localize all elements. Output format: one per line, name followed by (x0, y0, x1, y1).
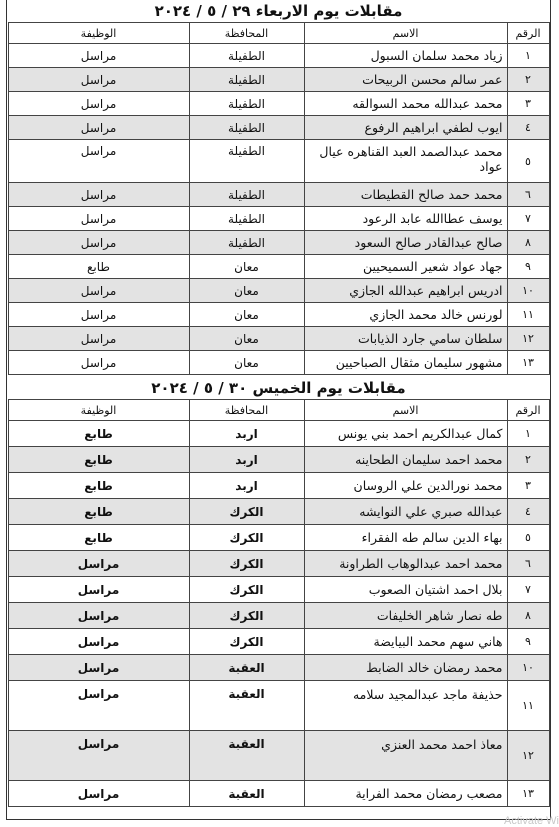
cell-gov: الطفيلة (189, 231, 304, 255)
section1-title: مقابلات يوم الاربعاء ٢٩ / ٥ / ٢٠٢٤ (154, 2, 403, 20)
cell-name: صالح عبدالقادر صالح السعود (304, 231, 507, 255)
cell-job: مراسل (8, 207, 189, 231)
cell-job: طابع (8, 421, 189, 447)
cell-name: ايوب لطفي ابراهيم الرفوع (304, 116, 507, 140)
section2-title: مقابلات يوم الخميس ٣٠ / ٥ / ٢٠٢٤ (151, 379, 406, 397)
cell-gov: معان (189, 327, 304, 351)
table-row (8, 92, 549, 116)
cell-name: بهاء الدين سالم طه الفقراء (304, 525, 507, 551)
header-gov: المحافظة (189, 400, 304, 421)
cell-gov: اربد (189, 447, 304, 473)
cell-num: ٨ (507, 231, 549, 255)
header-job: الوظيفة (8, 400, 189, 421)
cell-job: مراسل (8, 351, 189, 375)
cell-gov: اربد (189, 473, 304, 499)
cell-gov: العقبة (189, 655, 304, 681)
header-name: الاسم (304, 23, 507, 44)
cell-gov: الطفيلة (189, 116, 304, 140)
cell-job: مراسل (8, 303, 189, 327)
cell-job: مراسل (8, 327, 189, 351)
cell-gov: الطفيلة (189, 44, 304, 68)
cell-num: ١ (507, 44, 549, 68)
table-row (8, 279, 549, 303)
cell-gov: العقبة (189, 681, 304, 731)
table-row (8, 116, 549, 140)
cell-num: ٦ (507, 551, 549, 577)
cell-job: طابع (8, 447, 189, 473)
header-num: الرقم (507, 23, 549, 44)
cell-num: ٤ (507, 499, 549, 525)
cell-job: مراسل (8, 116, 189, 140)
cell-name: طه نصار شاهر الخليفات (304, 603, 507, 629)
cell-num: ١٢ (507, 731, 549, 781)
cell-name: محمد رمضان خالد الضابط (304, 655, 507, 681)
cell-gov: العقبة (189, 781, 304, 807)
cell-num: ٥ (507, 525, 549, 551)
cell-job: مراسل (8, 68, 189, 92)
cell-name: مشهور سليمان مثقال الصباحيين (304, 351, 507, 375)
cell-name: زياد محمد سلمان السبول (304, 44, 507, 68)
cell-num: ٩ (507, 255, 549, 279)
watermark: Activate Wi (503, 815, 559, 827)
cell-job: مراسل (8, 629, 189, 655)
table-row (8, 207, 549, 231)
table-row (8, 499, 549, 525)
cell-name: سلطان سامي جارد الذيابات (304, 327, 507, 351)
header-name: الاسم (304, 400, 507, 421)
table-row (8, 551, 549, 577)
cell-job: مراسل (8, 577, 189, 603)
cell-gov: الكرك (189, 499, 304, 525)
cell-gov: الطفيلة (189, 92, 304, 116)
cell-num: ٧ (507, 207, 549, 231)
table-row (8, 603, 549, 629)
cell-job: مراسل (8, 140, 189, 183)
section1-table (8, 22, 550, 375)
table-row (8, 231, 549, 255)
cell-name: محمد احمد سليمان الطحاينه (304, 447, 507, 473)
cell-name: محمد حمد صالح القطيطات (304, 183, 507, 207)
cell-num: ١٠ (507, 655, 549, 681)
cell-job: مراسل (8, 92, 189, 116)
cell-name: حذيفة ماجد عبدالمجيد سلامه (304, 681, 507, 731)
cell-job: مراسل (8, 183, 189, 207)
cell-job: مراسل (8, 551, 189, 577)
table-header-row (8, 400, 549, 421)
table-row (8, 44, 549, 68)
cell-job: مراسل (8, 781, 189, 807)
cell-name: مصعب رمضان محمد الفراية (304, 781, 507, 807)
cell-job: مراسل (8, 655, 189, 681)
cell-job: طابع (8, 525, 189, 551)
cell-gov: معان (189, 255, 304, 279)
cell-name: هاني سهم محمد البيايضة (304, 629, 507, 655)
table-row (8, 731, 549, 781)
cell-job: مراسل (8, 44, 189, 68)
cell-job: مراسل (8, 231, 189, 255)
cell-num: ١٠ (507, 279, 549, 303)
cell-num: ٦ (507, 183, 549, 207)
cell-name: محمد عبدالله محمد السوالقه (304, 92, 507, 116)
cell-num: ٤ (507, 116, 549, 140)
table-row (8, 655, 549, 681)
cell-job: مراسل (8, 681, 189, 731)
table-row (8, 351, 549, 375)
table-row (8, 303, 549, 327)
cell-num: ١٣ (507, 781, 549, 807)
table-row (8, 68, 549, 92)
cell-name: محمد عبدالصمد العبد القناهره عيال عواد (304, 140, 507, 183)
cell-num: ٢ (507, 447, 549, 473)
table-row (8, 577, 549, 603)
cell-gov: معان (189, 303, 304, 327)
cell-gov: الطفيلة (189, 68, 304, 92)
cell-name: بلال احمد اشتيان الصعوب (304, 577, 507, 603)
cell-num: ٢ (507, 68, 549, 92)
cell-name: ادريس ابراهيم عبدالله الجازي (304, 279, 507, 303)
cell-num: ١٢ (507, 327, 549, 351)
cell-num: ٩ (507, 629, 549, 655)
cell-gov: العقبة (189, 731, 304, 781)
cell-gov: الطفيلة (189, 183, 304, 207)
cell-num: ٥ (507, 140, 549, 183)
table-row (8, 473, 549, 499)
section2-table (8, 399, 550, 807)
cell-name: محمد نورالدين علي الروسان (304, 473, 507, 499)
cell-gov: الكرك (189, 525, 304, 551)
cell-name: كمال عبدالكريم احمد بني يونس (304, 421, 507, 447)
cell-num: ٧ (507, 577, 549, 603)
table-row (8, 629, 549, 655)
cell-job: مراسل (8, 603, 189, 629)
cell-name: معاذ احمد محمد العنزي (304, 731, 507, 781)
cell-gov: الكرك (189, 603, 304, 629)
cell-job: طابع (8, 255, 189, 279)
table-row (8, 327, 549, 351)
cell-job: مراسل (8, 279, 189, 303)
cell-num: ٣ (507, 92, 549, 116)
table-row (8, 183, 549, 207)
cell-name: عمر سالم محسن الربيحات (304, 68, 507, 92)
cell-gov: معان (189, 279, 304, 303)
header-num: الرقم (507, 400, 549, 421)
table-header-row (8, 23, 549, 44)
cell-gov: الكرك (189, 577, 304, 603)
table-row (8, 140, 549, 183)
cell-gov: معان (189, 351, 304, 375)
cell-num: ١ (507, 421, 549, 447)
cell-num: ٣ (507, 473, 549, 499)
cell-gov: الطفيلة (189, 140, 304, 183)
cell-num: ١١ (507, 681, 549, 731)
cell-job: طابع (8, 473, 189, 499)
header-job: الوظيفة (8, 23, 189, 44)
table-row (8, 525, 549, 551)
cell-num: ١١ (507, 303, 549, 327)
header-gov: المحافظة (189, 23, 304, 44)
table-row (8, 447, 549, 473)
cell-name: يوسف عطاالله عابد الرعود (304, 207, 507, 231)
document-page (6, 0, 551, 820)
table-row (8, 681, 549, 731)
cell-gov: الكرك (189, 629, 304, 655)
cell-num: ٨ (507, 603, 549, 629)
cell-gov: اربد (189, 421, 304, 447)
cell-gov: الطفيلة (189, 207, 304, 231)
cell-name: لورنس خالد محمد الجازي (304, 303, 507, 327)
table-row (8, 781, 549, 807)
cell-job: طابع (8, 499, 189, 525)
cell-num: ١٣ (507, 351, 549, 375)
table-row (8, 255, 549, 279)
table-row (8, 421, 549, 447)
cell-job: مراسل (8, 731, 189, 781)
cell-name: محمد احمد عبدالوهاب الطراونة (304, 551, 507, 577)
cell-name: جهاد عواد شعير السميحيين (304, 255, 507, 279)
cell-name: عبدالله صبري علي النوايشه (304, 499, 507, 525)
cell-gov: الكرك (189, 551, 304, 577)
